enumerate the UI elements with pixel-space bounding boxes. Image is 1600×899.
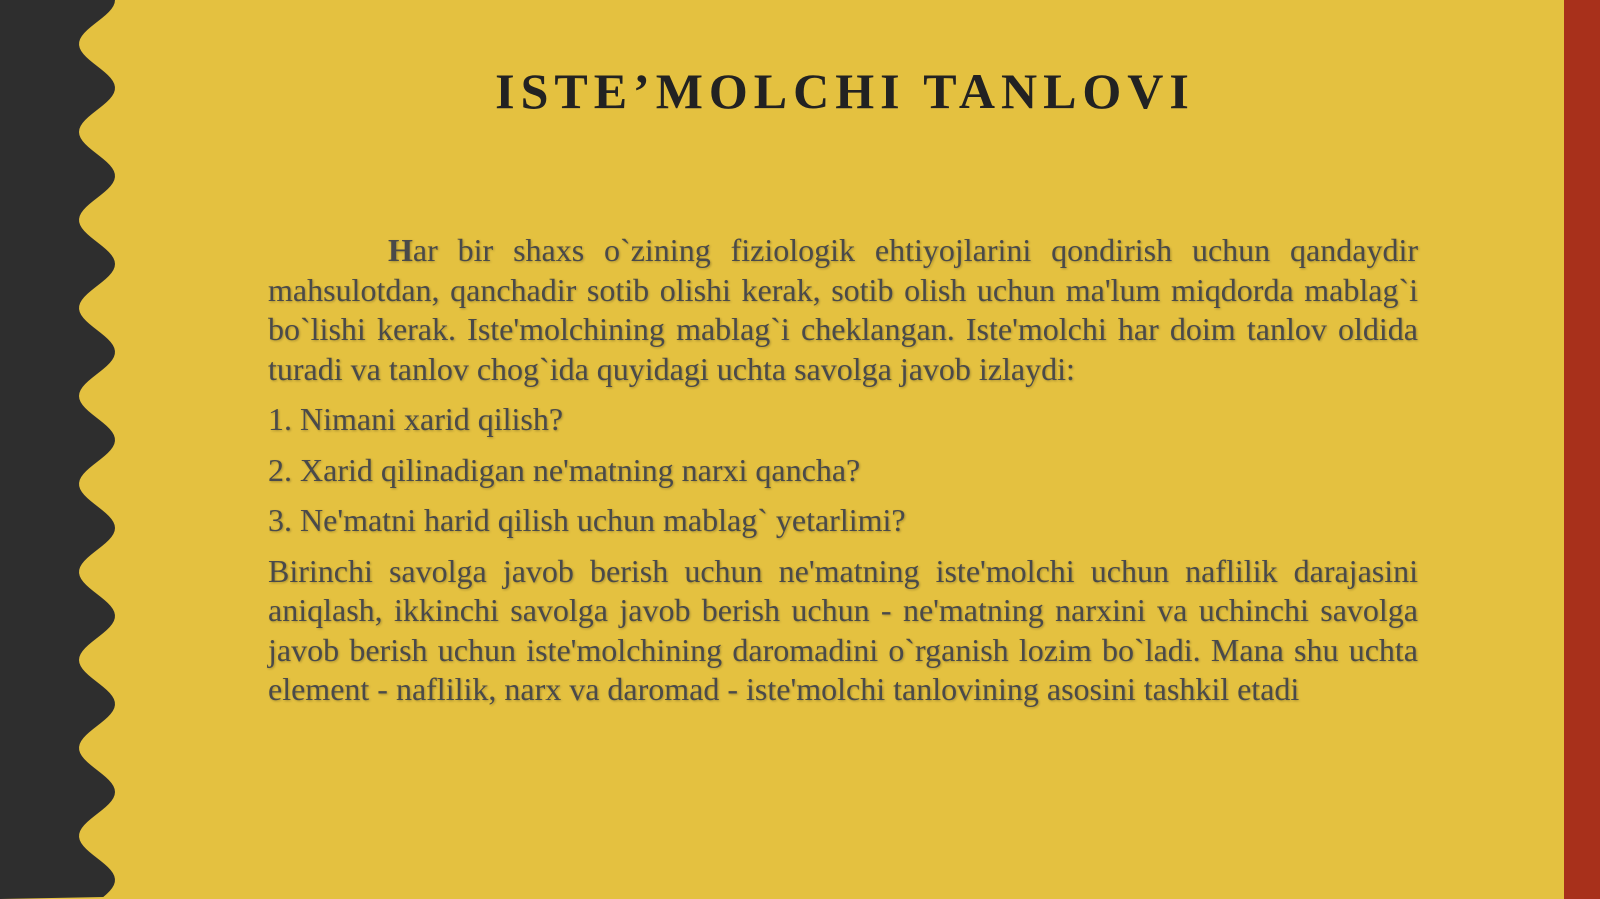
question-2: 2. Xarid qilinadigan ne'matning narxi qancha? [268,451,861,488]
intro-first-letter: H [388,232,413,268]
question-3: 3. Ne'matni harid qilish uchun mablag` yetarlimi? [268,502,906,538]
slide-title: ISTE’MOLCHI TANLOVI [495,63,1195,119]
question-1: 1. Nimani xarid qilish? [268,401,564,437]
wavy-band-shape [0,0,130,899]
conclusion-paragraph: Birinchi savolga javob berish uchun ne'matning iste'molchi uchun naflilik darajasini aniqlash, ikkinchi savolga javob berish uchun - ne'matning narxini va uchinchi savolga javob berish uchun iste'molchining daromadini o`rganish lozim bo`ladi. Mana shu uchta element - naflilik, narx va daromad - iste'molchi tanlovining asosini tashkil etadi [268,552,1418,707]
intro-paragraph [268,231,1418,389]
right-red-band [1564,0,1600,899]
intro-text: ar bir shaxs o`zining fiziologik ehtiyojlarini qondirish uchun qandaydir mahsulotdan, qanchadir sotib olishi kerak, sotib olish uchun ma'lum miqdorda mablag`i bo`lishi kerak. Iste'molchining mablag`i cheklangan. Iste'molchi har doim tanlov oldida turadi va tanlov chog`ida quyidagi uchta savolga javob izlaydi: [268,232,1418,387]
slide-body [268,231,1418,721]
left-wavy-band [0,0,130,899]
